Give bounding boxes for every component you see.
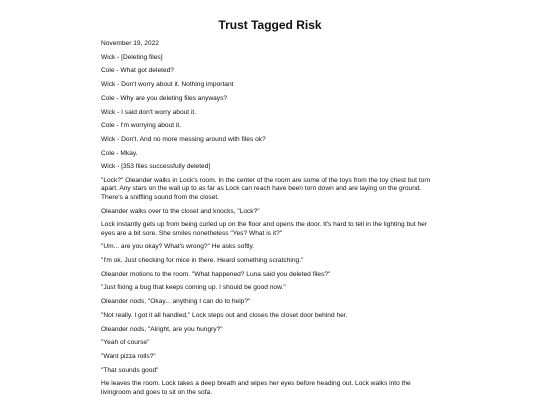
paragraph: Cole - Mkay. [101,149,138,157]
date-line: November 19, 2022 [101,40,159,47]
paragraph: Oleander walks over to the closet and knocks, "Lock?" [101,207,260,215]
paragraph: "Not really. I got it all handled," Lock steps out and closes the closet door behind her. [101,311,348,319]
paragraph: Wick - [Deleting files] [101,53,163,61]
paragraph: He leaves the room. Lock takes a deep breath and wipes her eyes before heading out. Lock walks into the livingroom and goes to sit on the sofa. [101,380,411,396]
paragraph: "I'm ok. Just checking for mice in there. Heard something scratching." [101,257,304,265]
paragraph: Lock instantly gets up from being curled up on the floor and opens the door. It's hard to tell in the lighting but her eyes are a bit sore. She smiles nonetheless "Yes? What is it?" [101,221,428,237]
paragraph: Oleander nods, "Okay... anything I can do to help?" [101,298,251,306]
paragraph: Cole - I'm worrying about it. [101,122,182,130]
paragraph: Wick - [353 files successfully deleted] [101,163,211,171]
document-title: Trust Tagged Risk [218,18,322,32]
paragraph: Cole - Why are you deleting files anyways? [101,94,228,102]
paragraph: Wick - Don't worry about it. Nothing important [101,81,234,89]
paragraph: "That sounds good" [101,366,159,374]
paragraph: "Yeah of course" [101,339,150,347]
paragraph: Wick - Don't. And no more messing around with files ok? [101,135,266,143]
paragraph: "Want pizza rolls?" [101,352,156,360]
paragraph: Wick - I said don't worry about it. [101,108,197,116]
paragraph: Oleander nods, "Alright, are you hungry?" [101,325,223,333]
paragraph: "Lock?" Oleander walks in Lock's room. In the center of the room are some of the toys from the toy chest but torn apart. Any stars on the wall up to as far as Lock can reach have been torn down and are laying on the ground. There's a sniffling sound from the closet. [101,177,431,201]
paragraph: Oleander motions to the room. "What happened? Luna said you deleted files?" [101,270,331,278]
paragraph: "Just fixing a bug that keeps coming up. I should be good now." [101,284,286,292]
paragraph: "Um... are you okay? What's wrong?" He asks softly. [101,243,255,251]
document-body [101,40,441,403]
paragraph: Cole - What got deleted? [101,67,174,75]
